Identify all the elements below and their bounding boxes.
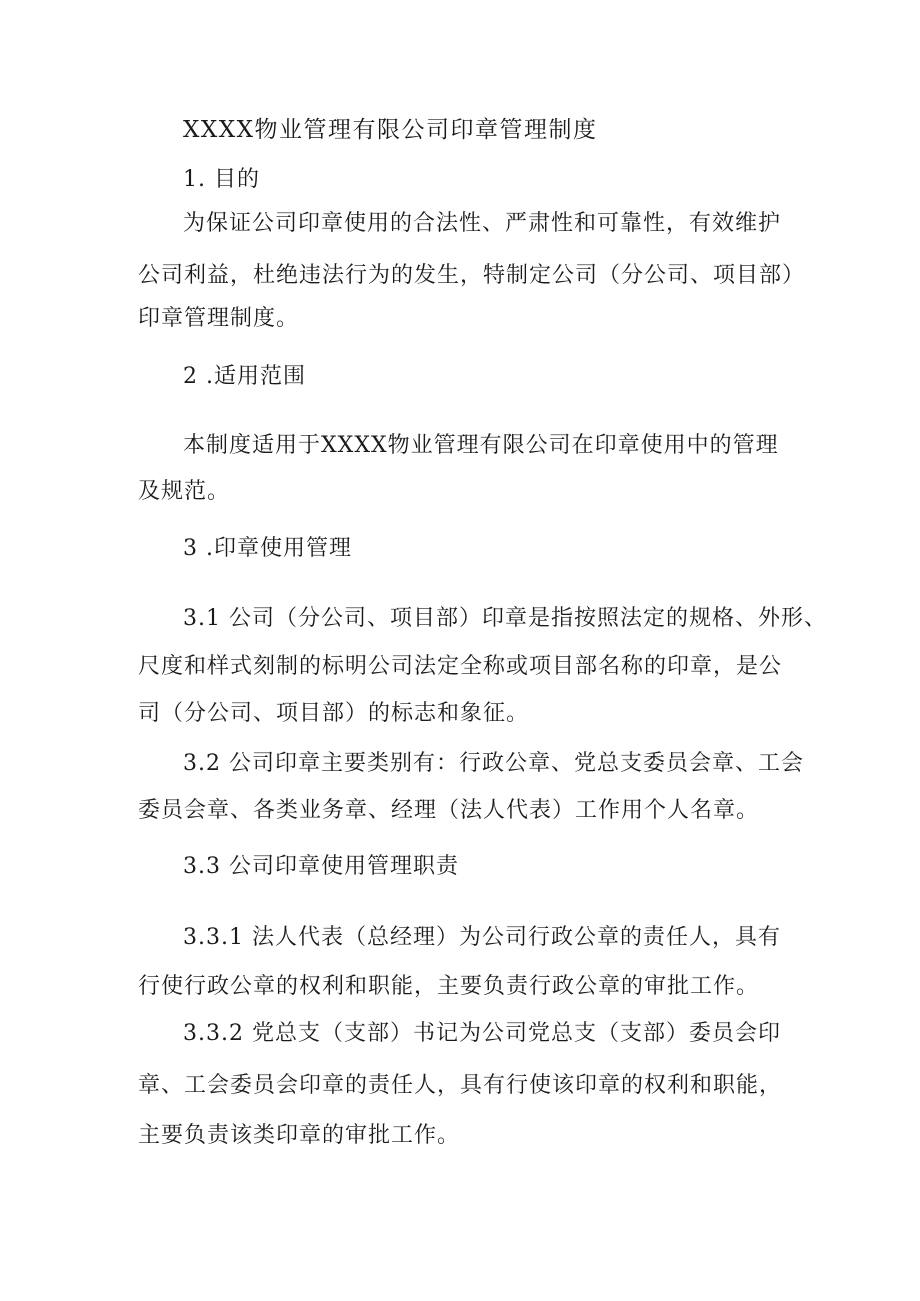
section-heading-3-3: 3.3 公司印章使用管理职责 (183, 854, 459, 879)
paragraph-line: 印章管理制度。 (138, 306, 300, 331)
paragraph-line: 行使行政公章的权利和职能，主要负责行政公章的审批工作。 (138, 974, 760, 999)
document-title: XXXX物业管理有限公司印章管理制度 (183, 117, 598, 143)
paragraph-line: 章、工会委员会印章的责任人，具有行使该印章的权利和职能， (138, 1073, 783, 1098)
paragraph-line: 尺度和样式刻制的标明公司法定全称或项目部名称的印章，是公 (138, 654, 783, 679)
paragraph-line: 3.3.2 党总支（支部）书记为公司党总支（支部）委员会印 (183, 1021, 781, 1046)
paragraph-line: 3.1 公司（分公司、项目部）印章是指按照法定的规格、外形、 (183, 606, 827, 631)
paragraph-line: 主要负责该类印章的审批工作。 (138, 1123, 461, 1148)
section-heading-3: 3 .印章使用管理 (183, 536, 352, 561)
paragraph-line: 公司利益，杜绝违法行为的发生，特制定公司（分公司、项目部） (138, 263, 806, 288)
paragraph-line: 司（分公司、项目部）的标志和象征。 (138, 701, 530, 726)
section-heading-1: 1. 目的 (183, 167, 260, 192)
paragraph-line: 3.2 公司印章主要类别有：行政公章、党总支委员会章、工会 (183, 751, 804, 776)
paragraph-line: 为保证公司印章使用的合法性、严肃性和可靠性，有效维护 (183, 211, 782, 236)
section-heading-2: 2 .适用范围 (183, 364, 306, 389)
paragraph-line: 及规范。 (138, 479, 231, 504)
paragraph-line: 本制度适用于XXXX物业管理有限公司在印章使用中的管理 (183, 433, 779, 458)
paragraph-line: 委员会章、各类业务章、经理（法人代表）工作用个人名章。 (138, 798, 760, 823)
paragraph-line: 3.3.1 法人代表（总经理）为公司行政公章的责任人，具有 (183, 925, 781, 950)
